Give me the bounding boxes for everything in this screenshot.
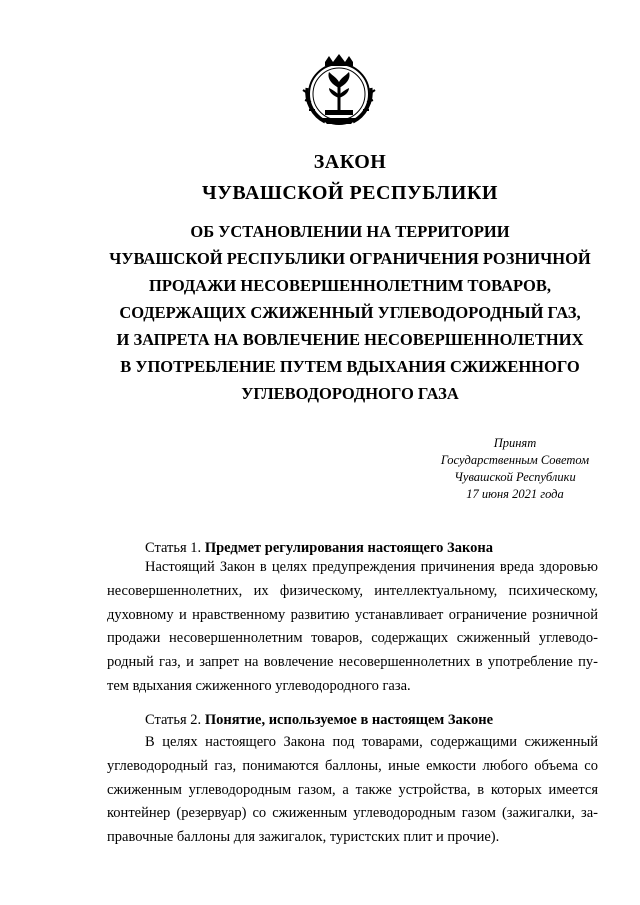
article-2-heading xyxy=(145,710,493,730)
adoption-line: Принят xyxy=(493,436,537,450)
article-number: Статья 1. xyxy=(145,540,202,556)
subject-line: УГЛЕВОДОРОДНОГО ГАЗА xyxy=(241,384,459,403)
article-2-text: В целях настоящего Закона под товарами, содержащими сжиженный углеводородный газ, понимаются баллоны, иные емкости любого объема со сжиженным углеводородным газом, а также устройства, в которых имеется контейнер (резервуар) со сжиженным углеводородным газом (зажигалки, заправочные баллоны для зажигалок, туристских плит и прочие). xyxy=(107,734,598,846)
subject-line: ПРОДАЖИ НЕСОВЕРШЕННОЛЕТНИМ ТОВАРОВ, xyxy=(149,276,551,295)
adoption-note xyxy=(400,435,630,503)
adoption-line: Чувашской Республики xyxy=(454,470,576,484)
subject-line: ЧУВАШСКОЙ РЕСПУБЛИКИ ОГРАНИЧЕНИЯ РОЗНИЧНОЙ xyxy=(109,249,591,268)
subject-line: ОБ УСТАНОВЛЕНИИ НА ТЕРРИТОРИИ xyxy=(190,222,510,241)
adoption-date: 17 июня 2021 года xyxy=(466,487,564,501)
adoption-line: Государственным Советом xyxy=(440,453,590,467)
law-title: ЗАКОН xyxy=(313,151,387,173)
subject-line: И ЗАПРЕТА НА ВОВЛЕЧЕНИЕ НЕСОВЕРШЕННОЛЕТНИХ xyxy=(116,330,584,349)
chuvash-republic-emblem-icon xyxy=(295,48,383,136)
law-issuer: ЧУВАШСКОЙ РЕСПУБЛИКИ xyxy=(202,182,498,204)
law-subject xyxy=(90,218,610,407)
article-number: Статья 2. xyxy=(145,712,202,728)
article-1-heading xyxy=(145,538,493,558)
subject-line: СОДЕРЖАЩИХ СЖИЖЕННЫЙ УГЛЕВОДОРОДНЫЙ ГАЗ, xyxy=(119,303,581,322)
article-title: Предмет регулирования настоящего Закона xyxy=(204,540,493,556)
subject-line: В УПОТРЕБЛЕНИЕ ПУТЕМ ВДЫХАНИЯ СЖИЖЕННОГО xyxy=(120,357,580,376)
article-title: Понятие, используемое в настоящем Законе xyxy=(204,712,493,728)
article-1-text: Настоящий Закон в целях предупреждения причинения вреда здоровью несовершеннолетних, их физическому, интеллектуальному, психическому, духовному и нравственному развитию устанавливает ограничение розничной продажи несовершеннолетним товаров, содержащих сжиженный углеводородный газ, и запрет на вовлечение несовершеннолетних в употребление путем вдыхания сжиженного углеводородного газа. xyxy=(107,559,598,694)
